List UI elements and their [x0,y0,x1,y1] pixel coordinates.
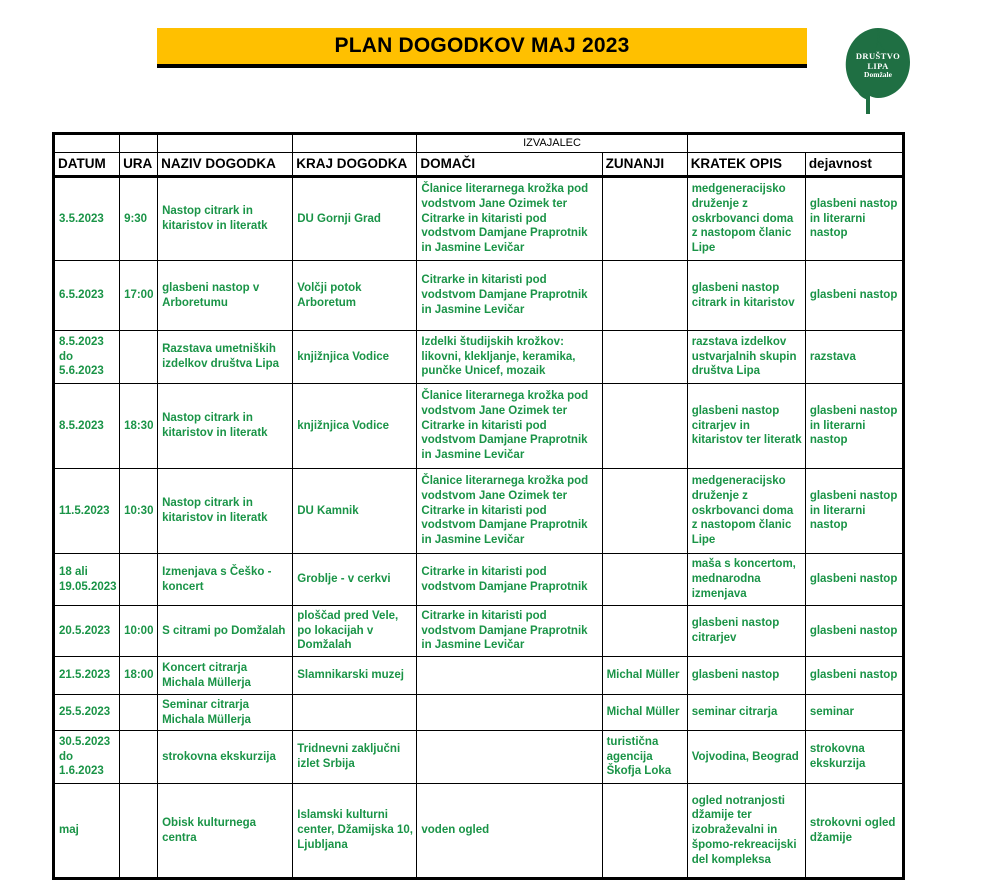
table-row [54,657,904,695]
cell-naziv: glasbeni nastop v Arboretumu [158,261,293,331]
cell-opis: glasbeni nastop [687,657,805,695]
logo-line-2: LIPA [867,60,889,71]
table-head [54,134,904,177]
cell-naziv: S citrami po Domžalah [158,606,293,657]
cell-datum: 30.5.2023 do 1.6.2023 [54,731,120,784]
cell-domaci [417,695,602,731]
cell-domaci [417,731,602,784]
column-header-naziv: NAZIV DOGODKA [158,153,293,177]
cell-zunanji [602,554,687,606]
cell-domaci: Citrarke in kitaristi pod vodstvom Damjane Praprotnik in Jasmine Levičar [417,261,602,331]
organization-logo [836,22,920,118]
table-body [54,177,904,879]
cell-kraj: Volčji potok Arboretum [293,261,417,331]
table-row [54,695,904,731]
cell-ura [120,695,158,731]
cell-opis: seminar citrarja [687,695,805,731]
group-header-spacer-kraj [293,134,417,153]
cell-domaci: Članice literarnega krožka pod vodstvom Jane Ozimek ter Citrarke in kitaristi pod vodstvom Damjane Praprotnik in Jasmine Levičar [417,384,602,469]
cell-dejavnost: seminar [805,695,903,731]
cell-datum: 8.5.2023 do 5.6.2023 [54,331,120,384]
cell-domaci: Članice literarnega krožka pod vodstvom Jane Ozimek ter Citrarke in kitaristi pod vodstvom Damjane Praprotnik in Jasmine Levičar [417,177,602,261]
cell-zunanji [602,331,687,384]
column-header-dejavnost: dejavnost [805,153,903,177]
cell-naziv: Obisk kulturnega centra [158,784,293,879]
cell-zunanji [602,469,687,554]
cell-zunanji [602,261,687,331]
group-header-spacer-datum [54,134,120,153]
cell-datum: maj [54,784,120,879]
cell-zunanji: turistična agencija Škofja Loka [602,731,687,784]
table-row [54,177,904,261]
cell-ura: 9:30 [120,177,158,261]
cell-opis: glasbeni nastop citrark in kitaristov [687,261,805,331]
cell-datum: 18 ali 19.05.2023 [54,554,120,606]
cell-kraj: Tridnevni zaključni izlet Srbija [293,731,417,784]
cell-datum: 21.5.2023 [54,657,120,695]
group-header-spacer-naziv [158,134,293,153]
cell-kraj: ploščad pred Vele, po lokacijah v Domžalah [293,606,417,657]
cell-naziv: Nastop citrark in kitaristov in literatk [158,384,293,469]
group-header-spacer-ura [120,134,158,153]
cell-dejavnost: razstava [805,331,903,384]
cell-kraj: DU Gornji Grad [293,177,417,261]
cell-ura: 10:00 [120,606,158,657]
column-header-zunanji: ZUNANJI [602,153,687,177]
cell-opis: medgeneracijsko druženje z oskrbovanci doma z nastopom članic Lipe [687,177,805,261]
cell-dejavnost: glasbeni nastop [805,606,903,657]
cell-naziv: Izmenjava s Češko - koncert [158,554,293,606]
cell-ura: 18:30 [120,384,158,469]
cell-kraj [293,695,417,731]
cell-dejavnost: glasbeni nastop [805,261,903,331]
cell-zunanji [602,606,687,657]
events-table-container [52,132,905,880]
cell-domaci: Članice literarnega krožka pod vodstvom Jane Ozimek ter Citrarke in kitaristi pod vodstvom Damjane Praprotnik in Jasmine Levičar [417,469,602,554]
group-header-izvajalec: IZVAJALEC [417,134,687,153]
cell-opis: maša s koncertom, mednarodna izmenjava [687,554,805,606]
cell-ura: 18:00 [120,657,158,695]
cell-dejavnost: glasbeni nastop in literarni nastop [805,469,903,554]
title-banner [157,28,807,64]
table-row [54,731,904,784]
leaf-icon [836,22,920,118]
cell-opis: glasbeni nastop citrarjev [687,606,805,657]
table-row [54,331,904,384]
cell-datum: 3.5.2023 [54,177,120,261]
cell-kraj: Groblje - v cerkvi [293,554,417,606]
cell-ura [120,331,158,384]
page-title: PLAN DOGODKOV MAJ 2023 [334,34,630,57]
cell-ura: 10:30 [120,469,158,554]
cell-ura [120,554,158,606]
cell-opis: Vojvodina, Beograd [687,731,805,784]
column-header-datum: DATUM [54,153,120,177]
cell-dejavnost: strokovna ekskurzija [805,731,903,784]
cell-zunanji [602,384,687,469]
cell-naziv: Koncert citrarja Michala Müllerja [158,657,293,695]
cell-dejavnost: glasbeni nastop in literarni nastop [805,384,903,469]
logo-line-1: DRUŠTVO [855,51,901,61]
table-row [54,384,904,469]
cell-datum: 8.5.2023 [54,384,120,469]
column-header-row [54,153,904,177]
cell-ura: 17:00 [120,261,158,331]
cell-kraj: knjižnjica Vodice [293,384,417,469]
cell-kraj: knjižnjica Vodice [293,331,417,384]
table-row [54,606,904,657]
table-row [54,469,904,554]
cell-opis: ogled notranjosti džamije ter izobraževalni in špomo-rekreacijski del kompleksa [687,784,805,879]
column-header-opis: KRATEK OPIS [687,153,805,177]
cell-datum: 11.5.2023 [54,469,120,554]
cell-zunanji [602,784,687,879]
cell-zunanji: Michal Müller [602,695,687,731]
cell-domaci [417,657,602,695]
cell-zunanji [602,177,687,261]
cell-naziv: Nastop citrark in kitaristov in literatk [158,469,293,554]
cell-naziv: strokovna ekskurzija [158,731,293,784]
document-header [0,0,1000,128]
title-underline-rule [157,64,807,68]
cell-opis: razstava izdelkov ustvarjalnih skupin društva Lipa [687,331,805,384]
table-row [54,261,904,331]
cell-opis: medgeneracijsko druženje z oskrbovanci doma z nastopom članic Lipe [687,469,805,554]
cell-datum: 20.5.2023 [54,606,120,657]
cell-domaci: voden ogled [417,784,602,879]
cell-naziv: Nastop citrark in kitaristov in literatk [158,177,293,261]
cell-domaci: Citrarke in kitaristi pod vodstvom Damjane Praprotnik in Jasmine Levičar [417,606,602,657]
cell-ura [120,731,158,784]
cell-dejavnost: glasbeni nastop [805,554,903,606]
cell-ura [120,784,158,879]
column-header-domaci: DOMAČI [417,153,602,177]
logo-line-3: Domžale [864,70,892,80]
cell-kraj: DU Kamnik [293,469,417,554]
table-row [54,554,904,606]
cell-kraj: Slamnikarski muzej [293,657,417,695]
cell-domaci: Izdelki študijskih krožkov: likovni, klekljanje, keramika, punčke Unicef, mozaik [417,331,602,384]
cell-dejavnost: glasbeni nastop [805,657,903,695]
cell-kraj: Islamski kulturni center, Džamijska 10, Ljubljana [293,784,417,879]
cell-dejavnost: glasbeni nastop in literarni nastop [805,177,903,261]
cell-naziv: Seminar citrarja Michala Müllerja [158,695,293,731]
events-table [52,132,905,880]
group-header-row [54,134,904,153]
cell-domaci: Citrarke in kitaristi pod vodstvom Damjane Praprotnik [417,554,602,606]
cell-dejavnost: strokovni ogled džamije [805,784,903,879]
group-header-blank [687,134,903,153]
cell-datum: 6.5.2023 [54,261,120,331]
table-row [54,784,904,879]
column-header-ura: URA [120,153,158,177]
cell-datum: 25.5.2023 [54,695,120,731]
cell-zunanji: Michal Müller [602,657,687,695]
cell-opis: glasbeni nastop citrarjev in kitaristov ter literatk [687,384,805,469]
column-header-kraj: KRAJ DOGODKA [293,153,417,177]
cell-naziv: Razstava umetniških izdelkov društva Lipa [158,331,293,384]
